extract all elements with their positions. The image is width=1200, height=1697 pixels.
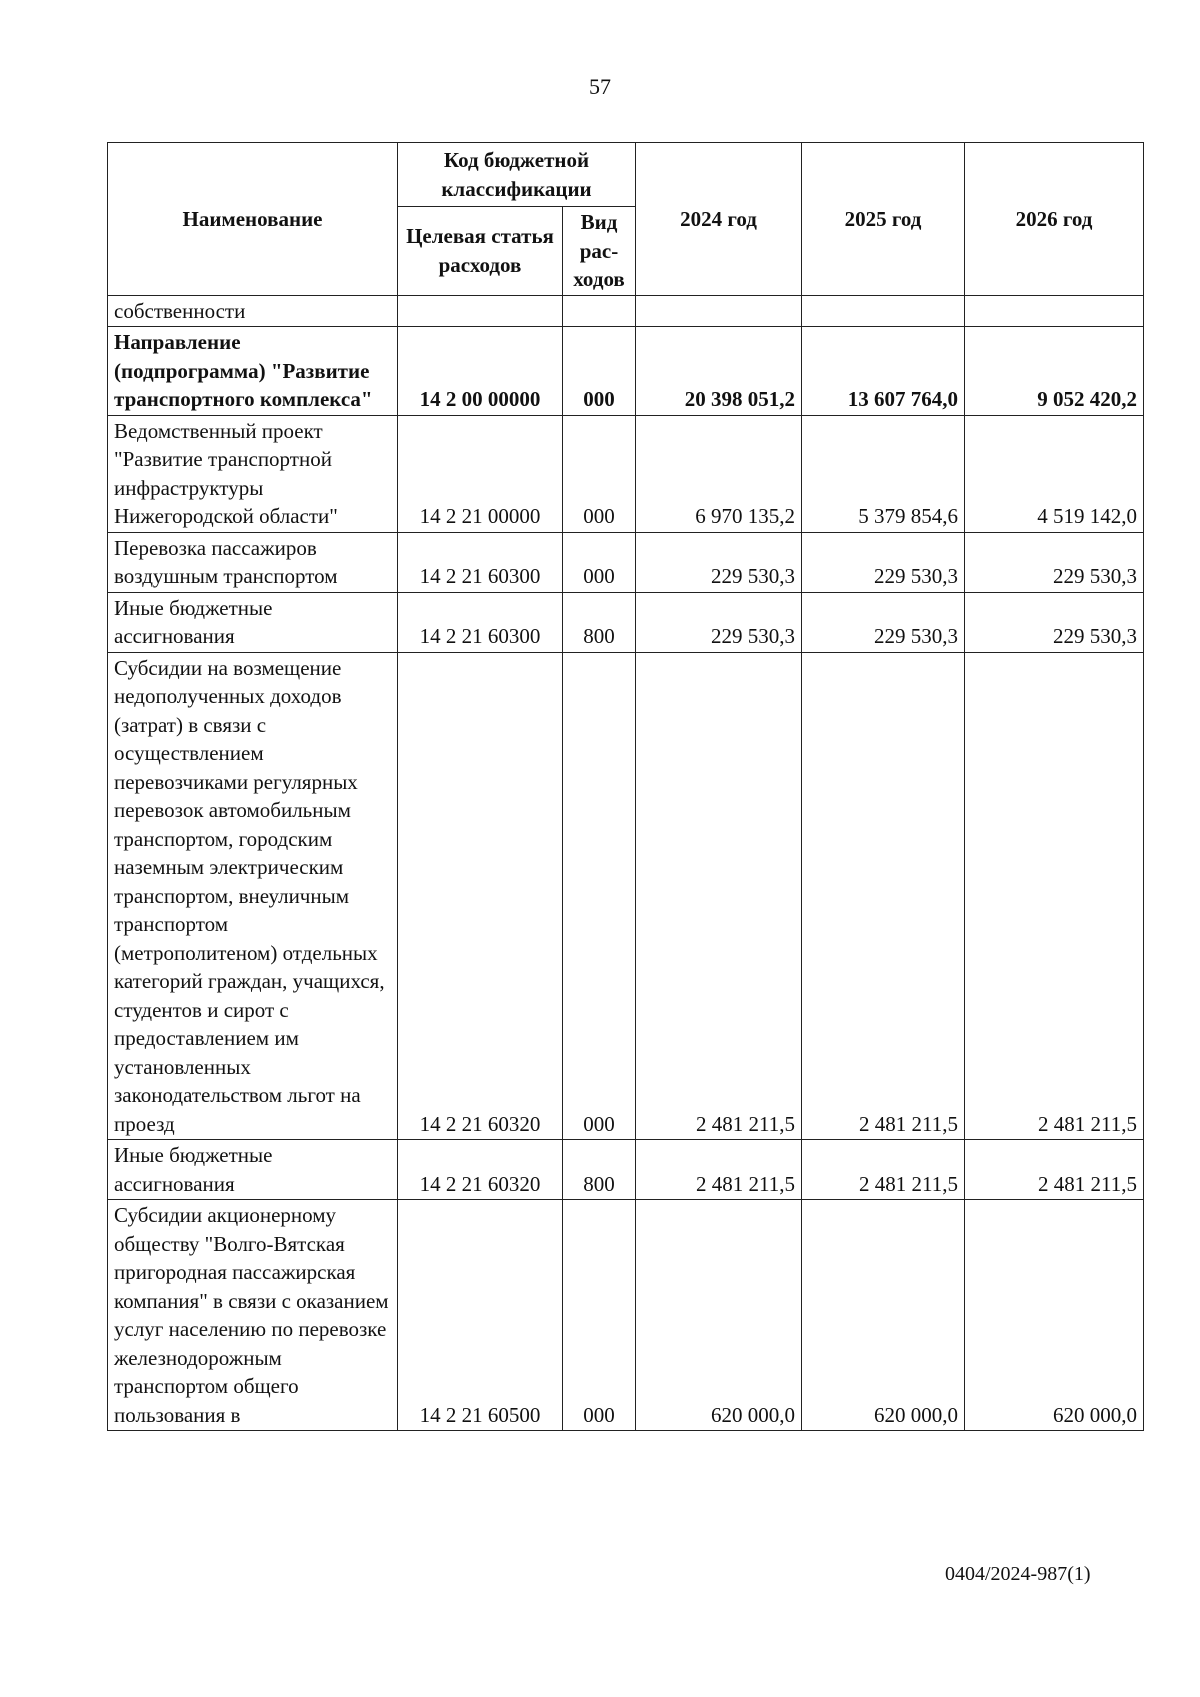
cell-kind bbox=[563, 295, 636, 327]
cell-y2025: 229 530,3 bbox=[802, 532, 965, 592]
cell-kind: 800 bbox=[563, 592, 636, 652]
cell-kind: 000 bbox=[563, 652, 636, 1140]
cell-y2026: 229 530,3 bbox=[965, 532, 1144, 592]
table-row bbox=[108, 327, 1144, 416]
cell-y2024: 2 481 211,5 bbox=[636, 1140, 802, 1200]
cell-y2026 bbox=[965, 295, 1144, 327]
cell-y2025: 2 481 211,5 bbox=[802, 1140, 965, 1200]
cell-name: Субсидии акционерному обществу "Волго-Вятская пригородная пассажирская компания" в связи с оказанием услуг населению по перевозке железнодорожным транспортом общего пользования в bbox=[108, 1200, 398, 1431]
cell-name: Иные бюджетные ассигнования bbox=[108, 1140, 398, 1200]
cell-kind: 800 bbox=[563, 1140, 636, 1200]
cell-y2025 bbox=[802, 295, 965, 327]
header-2025: 2025 год bbox=[802, 143, 965, 296]
header-code-group: Код бюджетной классификации bbox=[398, 143, 636, 207]
cell-target: 14 2 21 60320 bbox=[398, 652, 563, 1140]
cell-name: Направление (подпрограмма) "Развитие транспортного комплекса" bbox=[108, 327, 398, 416]
cell-name: Перевозка пассажиров воздушным транспортом bbox=[108, 532, 398, 592]
table-row bbox=[108, 1140, 1144, 1200]
header-target: Целевая статья расходов bbox=[398, 207, 563, 296]
table-row bbox=[108, 1200, 1144, 1431]
cell-y2024: 229 530,3 bbox=[636, 532, 802, 592]
cell-y2026: 9 052 420,2 bbox=[965, 327, 1144, 416]
cell-y2026: 2 481 211,5 bbox=[965, 1140, 1144, 1200]
page-number: 57 bbox=[589, 74, 611, 99]
header-2024: 2024 год bbox=[636, 143, 802, 296]
cell-y2024: 2 481 211,5 bbox=[636, 652, 802, 1140]
cell-y2026: 620 000,0 bbox=[965, 1200, 1144, 1431]
cell-target: 14 2 21 60320 bbox=[398, 1140, 563, 1200]
cell-name: Субсидии на возмещение недополученных доходов (затрат) в связи с осуществлением перевозчиками регулярных перевозок автомобильным транспортом, городским наземным электрическим транспортом, внеуличным транспортом (метрополитеном) отдельных категорий граждан, учащихся, студентов и сирот с предоставлением им установленных законодательством льгот на проезд bbox=[108, 652, 398, 1140]
cell-y2024 bbox=[636, 295, 802, 327]
cell-name: собственности bbox=[108, 295, 398, 327]
cell-target: 14 2 21 60300 bbox=[398, 592, 563, 652]
cell-y2025: 5 379 854,6 bbox=[802, 415, 965, 532]
cell-target: 14 2 21 60300 bbox=[398, 532, 563, 592]
header-2026: 2026 год bbox=[965, 143, 1144, 296]
cell-y2024: 229 530,3 bbox=[636, 592, 802, 652]
header-name: Наименование bbox=[108, 143, 398, 296]
cell-y2024: 6 970 135,2 bbox=[636, 415, 802, 532]
cell-kind: 000 bbox=[563, 532, 636, 592]
cell-y2024: 620 000,0 bbox=[636, 1200, 802, 1431]
header-kind: Вид рас-ходов bbox=[563, 207, 636, 296]
cell-y2025: 229 530,3 bbox=[802, 592, 965, 652]
cell-y2025: 620 000,0 bbox=[802, 1200, 965, 1431]
cell-name: Иные бюджетные ассигнования bbox=[108, 592, 398, 652]
cell-y2026: 4 519 142,0 bbox=[965, 415, 1144, 532]
cell-name: Ведомственный проект "Развитие транспортной инфраструктуры Нижегородской области" bbox=[108, 415, 398, 532]
cell-kind: 000 bbox=[563, 1200, 636, 1431]
cell-target bbox=[398, 295, 563, 327]
table-row bbox=[108, 532, 1144, 592]
table-row bbox=[108, 295, 1144, 327]
cell-y2026: 2 481 211,5 bbox=[965, 652, 1144, 1140]
table-row bbox=[108, 592, 1144, 652]
cell-target: 14 2 00 00000 bbox=[398, 327, 563, 416]
cell-y2025: 2 481 211,5 bbox=[802, 652, 965, 1140]
budget-table bbox=[107, 142, 1144, 1431]
cell-y2025: 13 607 764,0 bbox=[802, 327, 965, 416]
table-row bbox=[108, 415, 1144, 532]
document-code: 0404/2024-987(1) bbox=[945, 1563, 1091, 1585]
cell-target: 14 2 21 00000 bbox=[398, 415, 563, 532]
cell-y2026: 229 530,3 bbox=[965, 592, 1144, 652]
cell-kind: 000 bbox=[563, 327, 636, 416]
cell-target: 14 2 21 60500 bbox=[398, 1200, 563, 1431]
table-row bbox=[108, 652, 1144, 1140]
cell-y2024: 20 398 051,2 bbox=[636, 327, 802, 416]
cell-kind: 000 bbox=[563, 415, 636, 532]
